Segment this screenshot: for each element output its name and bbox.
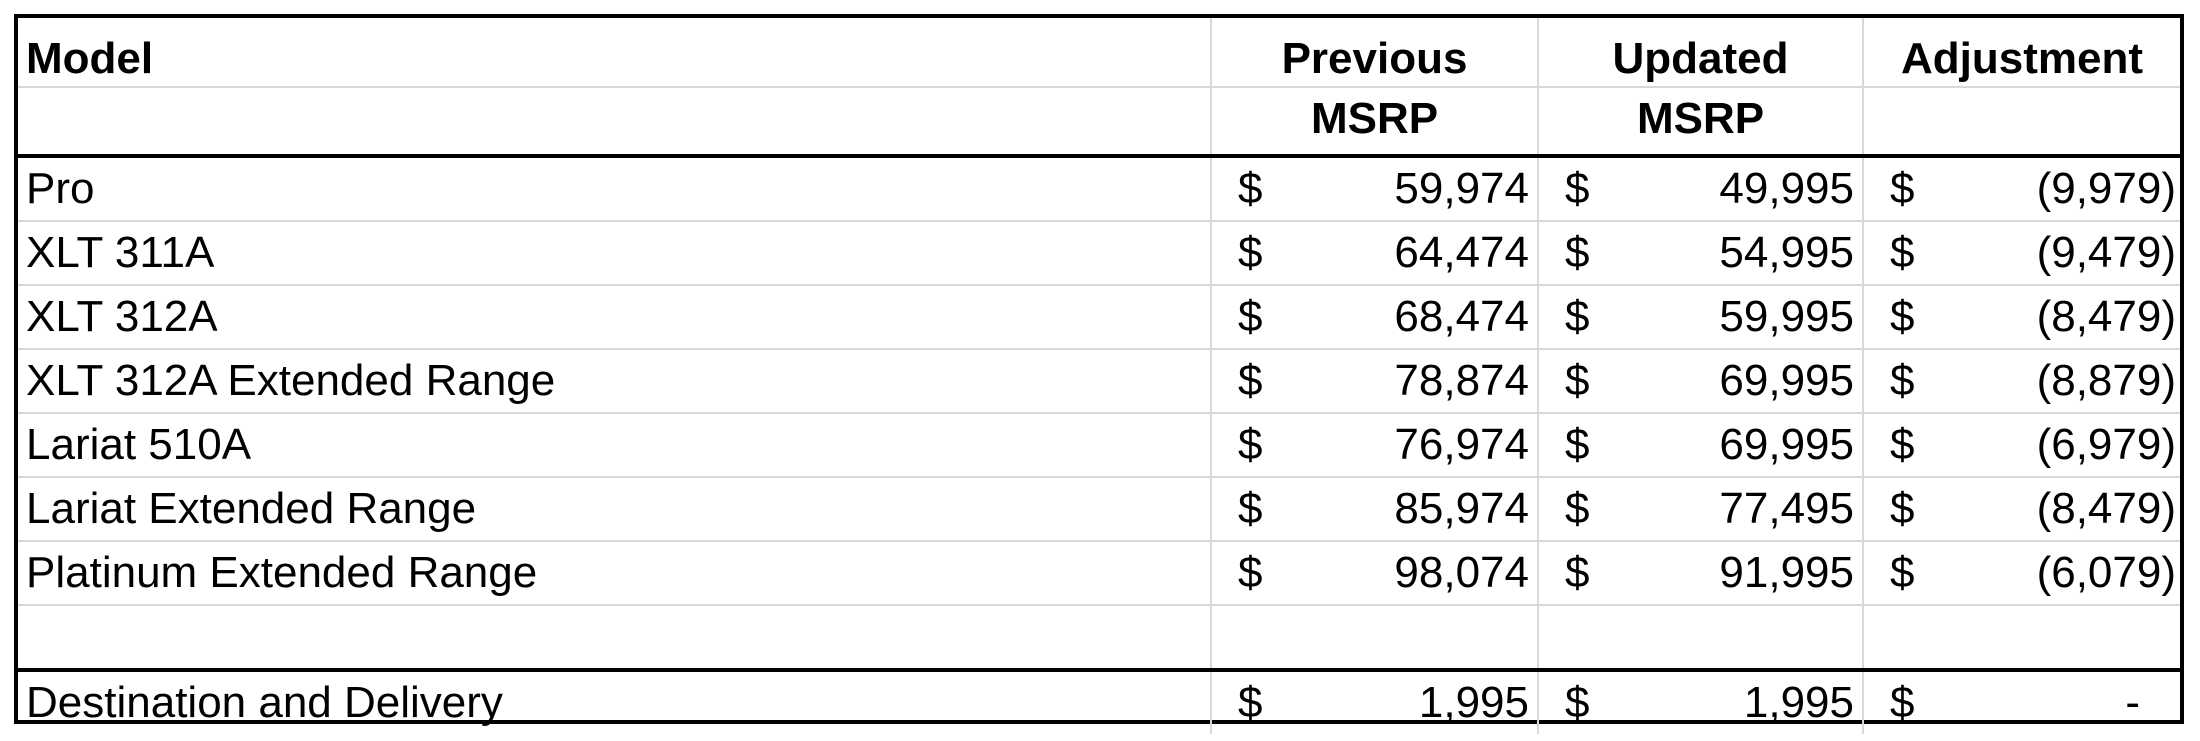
previous-msrp-value: 59,974 (1394, 164, 1529, 213)
model-name: Platinum Extended Range (18, 541, 1211, 605)
updated-msrp-cell (1538, 156, 1863, 221)
adjustment-value: (6,079) (2036, 548, 2176, 597)
header-updated-line1: Updated (1538, 18, 1863, 87)
adjustment-cell (1863, 221, 2180, 285)
currency-symbol: $ (1565, 484, 1590, 533)
adjustment-cell (1863, 285, 2180, 349)
previous-msrp-value: 85,974 (1394, 484, 1529, 533)
previous-msrp-value: 68,474 (1394, 292, 1529, 341)
delivery-adjustment-cell (1863, 670, 2180, 734)
model-name: XLT 312A (18, 285, 1211, 349)
currency-symbol: $ (1238, 228, 1263, 277)
delivery-updated-value: 1,995 (1743, 678, 1854, 727)
header-previous-line2: MSRP (1211, 87, 1538, 156)
currency-symbol: $ (1565, 678, 1590, 727)
adjustment-value: (6,979) (2036, 420, 2176, 469)
delivery-previous-value: 1,995 (1418, 678, 1529, 727)
updated-msrp-cell (1538, 413, 1863, 477)
updated-msrp-value: 69,995 (1719, 356, 1854, 405)
currency-symbol: $ (1565, 228, 1590, 277)
blank-row (18, 605, 2180, 670)
currency-symbol: $ (1238, 292, 1263, 341)
table-row (18, 541, 2180, 605)
updated-msrp-cell (1538, 221, 1863, 285)
currency-symbol: $ (1890, 678, 1915, 727)
header-adjustment-empty (1863, 87, 2180, 156)
currency-symbol: $ (1890, 228, 1915, 277)
currency-symbol: $ (1238, 164, 1263, 213)
adjustment-cell (1863, 477, 2180, 541)
currency-symbol: $ (1890, 356, 1915, 405)
table-row (18, 349, 2180, 413)
currency-symbol: $ (1238, 678, 1263, 727)
adjustment-cell (1863, 349, 2180, 413)
previous-msrp-cell (1211, 156, 1538, 221)
currency-symbol: $ (1890, 292, 1915, 341)
updated-msrp-value: 49,995 (1719, 164, 1854, 213)
previous-msrp-cell (1211, 221, 1538, 285)
previous-msrp-value: 78,874 (1394, 356, 1529, 405)
adjustment-cell (1863, 541, 2180, 605)
header-adjustment: Adjustment (1863, 18, 2180, 87)
msrp-table (18, 18, 2180, 734)
currency-symbol: $ (1565, 164, 1590, 213)
adjustment-value: (8,479) (2036, 484, 2176, 533)
updated-msrp-value: 69,995 (1719, 420, 1854, 469)
previous-msrp-value: 76,974 (1394, 420, 1529, 469)
table-row (18, 285, 2180, 349)
currency-symbol: $ (1238, 420, 1263, 469)
table-row (18, 221, 2180, 285)
model-name: Lariat 510A (18, 413, 1211, 477)
updated-msrp-value: 77,495 (1719, 484, 1854, 533)
delivery-previous-cell (1211, 670, 1538, 734)
currency-symbol: $ (1890, 484, 1915, 533)
previous-msrp-cell (1211, 477, 1538, 541)
currency-symbol: $ (1890, 548, 1915, 597)
msrp-table-frame (14, 14, 2184, 727)
currency-symbol: $ (1565, 548, 1590, 597)
table-row (18, 156, 2180, 221)
delivery-adjustment-value: - (2125, 678, 2140, 727)
delivery-updated-cell (1538, 670, 1863, 734)
currency-symbol: $ (1238, 356, 1263, 405)
header-model: Model (18, 18, 1211, 87)
previous-msrp-cell (1211, 349, 1538, 413)
updated-msrp-cell (1538, 541, 1863, 605)
model-name: Pro (18, 156, 1211, 221)
currency-symbol: $ (1890, 164, 1915, 213)
currency-symbol: $ (1238, 484, 1263, 533)
table-row (18, 413, 2180, 477)
currency-symbol: $ (1565, 420, 1590, 469)
currency-symbol: $ (1238, 548, 1263, 597)
adjustment-cell (1863, 156, 2180, 221)
model-name: Lariat Extended Range (18, 477, 1211, 541)
updated-msrp-value: 91,995 (1719, 548, 1854, 597)
data-rows (18, 156, 2180, 605)
header-previous-line1: Previous (1211, 18, 1538, 87)
previous-msrp-value: 98,074 (1394, 548, 1529, 597)
header-row-1 (18, 18, 2180, 87)
previous-msrp-cell (1211, 413, 1538, 477)
updated-msrp-value: 54,995 (1719, 228, 1854, 277)
adjustment-value: (9,979) (2036, 164, 2176, 213)
adjustment-value: (8,479) (2036, 292, 2176, 341)
adjustment-cell (1863, 413, 2180, 477)
model-name: XLT 312A Extended Range (18, 349, 1211, 413)
previous-msrp-cell (1211, 541, 1538, 605)
previous-msrp-cell (1211, 285, 1538, 349)
delivery-label: Destination and Delivery (18, 670, 1211, 734)
model-name: XLT 311A (18, 221, 1211, 285)
previous-msrp-value: 64,474 (1394, 228, 1529, 277)
header-row-2 (18, 87, 2180, 156)
updated-msrp-cell (1538, 349, 1863, 413)
adjustment-value: (8,879) (2036, 356, 2176, 405)
currency-symbol: $ (1565, 292, 1590, 341)
header-updated-line2: MSRP (1538, 87, 1863, 156)
currency-symbol: $ (1890, 420, 1915, 469)
delivery-row (18, 670, 2180, 734)
adjustment-value: (9,479) (2036, 228, 2176, 277)
header-model-empty (18, 87, 1211, 156)
updated-msrp-value: 59,995 (1719, 292, 1854, 341)
updated-msrp-cell (1538, 285, 1863, 349)
updated-msrp-cell (1538, 477, 1863, 541)
table-row (18, 477, 2180, 541)
currency-symbol: $ (1565, 356, 1590, 405)
